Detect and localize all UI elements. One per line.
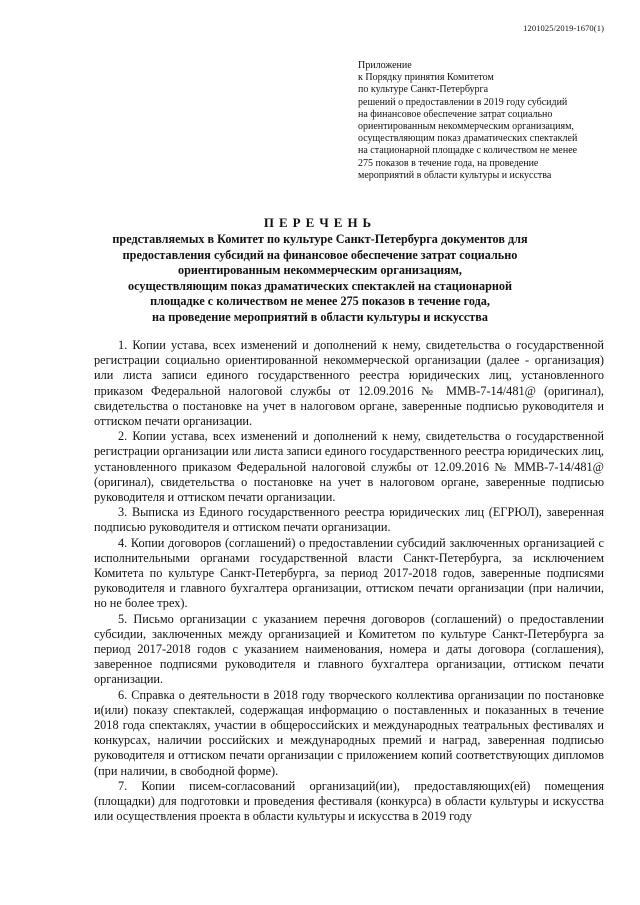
appendix-line: Приложение — [358, 60, 412, 71]
list-item: 3. Выписка из Единого государственного реестра юридических лиц (ЕГРЮЛ), заверенная подписью руководителя и оттиском печати организации. — [94, 505, 604, 535]
list-item: 4. Копии договоров (соглашений) о предоставлении субсидий заключенных организацией с исполнительными органами государственной власти Санкт-Петербурга, за исключением Комитета по культуре Санкт-Петербурга, за период 2017-2018 годов, заверенные подписями руководителя и главного бухгалтера организации, оттиском печати организации (при наличии, но не более трех). — [94, 535, 604, 611]
subtitle-line: на проведение мероприятий в области культуры и искусства — [152, 309, 488, 324]
appendix-line: решений о предоставлении в 2019 году субсидий — [358, 96, 568, 108]
appendix-line: осуществляющим показ драматических спектаклей — [358, 133, 578, 145]
document-subtitle — [60, 232, 580, 325]
appendix-line: к Порядку принятия Комитетом — [358, 72, 494, 84]
appendix-line: по культуре Санкт-Петербурга — [358, 84, 489, 96]
subtitle-line: площадке с количеством не менее 275 показов в течение года, — [150, 294, 490, 308]
document-body — [94, 338, 604, 825]
list-item: 1. Копии устава, всех изменений и дополнений к нему, свидетельства о государственной регистрации социально ориентированной некоммерческой организации (далее - организация) или листа записи единого государственного реестра юридических лиц, установленного приказом Федеральной налоговой службы от 12.09.2016 № ММВ-7-14/481@ (оригинал), свидетельства о постановке на учет в налоговом органе, заверенные подписью руководителя и оттиском печати организации. — [94, 338, 604, 429]
subtitle-line: ориентированным некоммерческим организациям, — [178, 263, 462, 277]
appendix-line: ориентированным некоммерческим организациям, — [358, 121, 574, 133]
subtitle-line: предоставления субсидий на финансовое обеспечение затрат социально — [122, 247, 518, 262]
subtitle-line: представляемых в Комитет по культуре Санкт-Петербурга документов для — [112, 232, 528, 246]
appendix-line: на финансовое обеспечение затрат социально — [358, 108, 553, 120]
appendix-line: на стационарной площадке с количеством не менее — [358, 145, 578, 157]
subtitle-line: осуществляющим показ драматических спектаклей на стационарной — [128, 278, 512, 293]
document-number: 1201025/2019-1670(1) — [523, 23, 604, 33]
list-item: 2. Копии устава, всех изменений и дополнений к нему, свидетельства о государственной регистрации организации или листа записи единого государственного реестра юридических лиц, установленного приказом Федеральной налоговой службы от 12.09.2016 № ММВ-7-14/481@ (оригинал), свидетельства о постановке на учет в налоговом органе, заверенные подписью руководителя и оттиском печати организации. — [94, 429, 604, 505]
appendix-line: мероприятий в области культуры и искусства — [358, 169, 552, 181]
appendix-line: 275 показов в течение года, на проведение — [358, 157, 539, 169]
document-title: ПЕРЕЧЕНЬ — [263, 215, 377, 230]
list-item: 6. Справка о деятельности в 2018 году творческого коллектива организации по постановке и(или) показу спектаклей, содержащая информацию о поставленных и показанных в течение 2018 года спектаклях, участии в общероссийских и международных театральных фестивалях и конкурсах, наличии российских и международных премий и наград, заверенная подписью руководителя и оттиском печати организации с приложением копий соответствующих дипломов (при наличии, в свободной форме). — [94, 687, 604, 778]
list-item: 7. Копии писем-согласований организаций(ии), предоставляющих(ей) помещения (площадки) для подготовки и проведения фестиваля (конкурса) в области культуры и искусства или осуществления проекта в области культуры и искусства в 2019 году — [94, 778, 604, 824]
list-item: 5. Письмо организации с указанием перечня договоров (соглашений) о предоставлении субсидии, заключенных между организацией и Комитетом по культуре Санкт-Петербурга за период 2017-2018 годов с указанием наименования, номера и даты договора (соглашения), заверенное подписями руководителя и главного бухгалтера организации, оттиском печати организации. — [94, 611, 604, 687]
appendix-note — [358, 60, 608, 182]
